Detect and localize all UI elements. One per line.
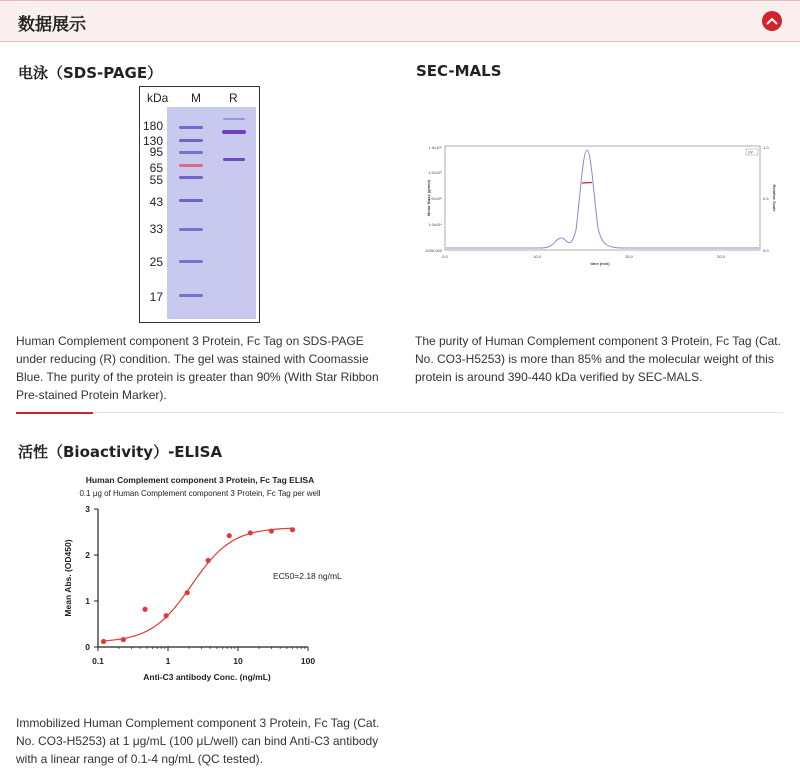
section-header [0,0,800,42]
marker-label: 25 [149,255,163,269]
elisa-data-point [227,533,232,538]
marker-band [179,228,203,231]
marker-band [179,260,203,263]
elisa-x-tick-label: 1 [165,656,171,666]
sec-mals-x-tick: 5.0 [442,254,448,259]
gel-lanes [167,107,256,319]
sec-mals-x-tick: 20.0 [717,254,725,259]
elisa-data-point [164,613,169,618]
sds-caption: Human Complement component 3 Protein, Fc Tag on SDS-PAGE under reducing (R) condition. The gel was stained with Coomassie Blue. The purity of the protein is greater than 90% (With Star Ribbon Pre-stained Protein Marker). [16,334,379,402]
section-divider-accent [16,412,93,414]
sec-mals-y-tick: 1.0x10⁷ [428,145,442,150]
collapse-button[interactable] [762,11,782,31]
sec-mals-r-tick: 0.5 [763,196,769,201]
elisa-data-point [142,607,147,612]
sec-mals-chart [410,138,780,268]
marker-band [179,151,203,154]
lane-r-label: R [229,91,238,105]
elisa-x-label: Anti-C3 antibody Conc. (ng/mL) [143,672,271,682]
elisa-chart-title: Human Complement component 3 Protein, Fc Tag ELISA [85,475,315,485]
sec-mals-y-tick: 1.0x10⁵ [428,196,442,201]
elisa-chart-subtitle: 0.1 μg of Human Complement component 3 Protein, Fc Tag per well [79,489,321,498]
elisa-fit-curve [104,528,293,641]
elisa-y-label: Mean Abs. (OD450) [63,539,73,617]
sec-mals-y-tick: 1000.000 [425,248,442,253]
elisa-data-point [206,558,211,563]
elisa-y-tick-label: 0 [85,642,90,652]
sec-mals-y-tick: 1.0x10⁴ [428,222,442,227]
elisa-data-point [248,530,253,535]
sec-mals-r-tick: 0.0 [763,248,769,253]
gel-image [139,86,260,323]
elisa-y-tick-label: 3 [85,504,90,514]
elisa-data-point [121,637,126,642]
marker-label: 17 [149,290,163,304]
sec-mals-y-label: Molar Mass (g/mol) [426,179,431,217]
sec-mals-plot-frame [445,146,760,250]
sec-mals-mass-trace [582,183,592,184]
elisa-data-point [185,590,190,595]
marker-label: 95 [149,145,163,159]
marker-label: 33 [149,222,163,236]
elisa-x-tick-label: 0.1 [92,656,104,666]
marker-label: 55 [149,173,163,187]
elisa-y-tick-label: 1 [85,596,90,606]
sec-mals-r-tick: 1.0 [763,145,769,150]
elisa-x-tick-label: 10 [233,656,243,666]
sample-band [223,118,245,120]
elisa-data-point [269,528,274,533]
section-divider [16,412,783,413]
sec-mals-title: SEC-MALS [416,62,502,80]
sample-band [223,158,245,161]
elisa-title: 活性（Bioactivity）-ELISA [18,443,223,461]
marker-band [179,199,203,202]
marker-band [179,139,203,142]
sec-mals-caption: The purity of Human Complement component 3 Protein, Fc Tag (Cat. No. CO3-H5253) is more than 85% and the molecular weight of this protein is around 390-440 kDa verified by SEC-MALS. [415,334,781,384]
sec-mals-y-tick: 1.0x10⁶ [428,170,442,175]
lane-m-label: M [191,91,201,105]
chevron-up-icon [766,16,778,26]
elisa-chart [55,472,365,692]
elisa-x-tick-label: 100 [300,656,316,666]
marker-label: 130 [142,134,163,148]
sec-mals-x-label: time (min) [590,261,610,266]
marker-band [179,164,203,167]
marker-band [179,176,203,179]
sds-page-title: 电泳（SDS-PAGE） [18,64,163,82]
sec-mals-r-label: Relative Scale [772,184,777,212]
marker-label: 180 [142,119,163,133]
sample-band [222,130,246,134]
section-title: 数据展示 [18,15,86,35]
marker-label: 65 [149,161,163,175]
kda-label: kDa [147,91,169,105]
sec-mals-legend: UV [748,150,753,155]
marker-band [179,126,203,129]
marker-label: 43 [149,195,163,209]
elisa-data-point [101,639,106,644]
sec-mals-x-tick: 10.0 [533,254,541,259]
elisa-ec50-annotation: EC50=2.18 ng/mL [273,571,342,581]
elisa-caption: Immobilized Human Complement component 3 Protein, Fc Tag (Cat. No. CO3-H5253) at 1 μg/mL (100 μL/well) can bind Anti-C3 antibody with a linear range of 0.1-4 ng/mL (QC tested). [16,716,380,766]
sec-mals-x-tick: 15.0 [625,254,633,259]
elisa-y-tick-label: 2 [85,550,90,560]
marker-band [179,294,203,297]
elisa-data-point [290,527,295,532]
